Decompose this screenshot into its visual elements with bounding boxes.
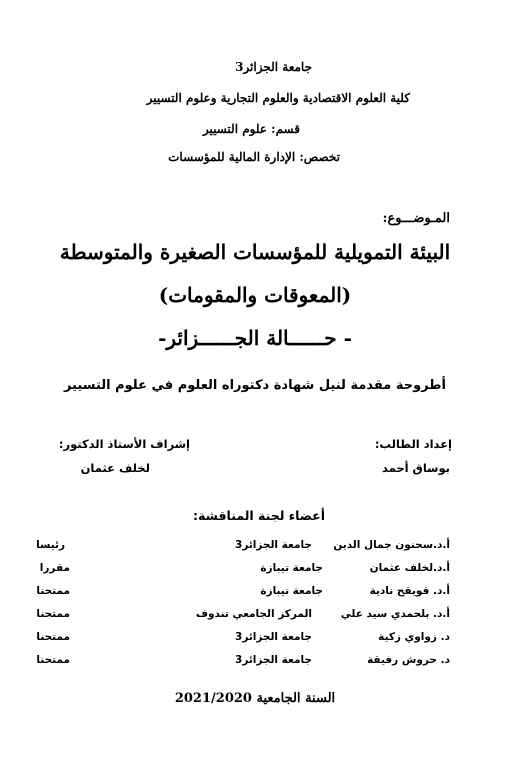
committee-member-institution: جامعة الجزائر3 [235,539,312,551]
committee-member-institution: جامعة الجزائر3 [235,631,312,643]
thesis-title-line1: البيئة التمويلية للمؤسسات الصغيرة والمتوسطة [59,240,451,264]
committee-member-name: أ.د. قويقح نادية [369,585,450,597]
committee-member-name: أ.د.لخلف عثمان [369,562,450,574]
thesis-title-line3: - حــــــالة الجــــــزائر- [158,326,352,350]
department-name: قسم: علوم التسيير [202,122,300,136]
thesis-purpose: أطروحة مقدمة لنيل شهادة دكتوراه العلوم في علوم التسيير [64,378,446,393]
supervisor-name: لخلف عثمان [80,461,150,475]
committee-member-role: ممتحنا [36,585,70,597]
committee-member-institution: جامعة تيبازة [260,585,323,597]
committee-member-name: أ.د.سحنون جمال الدين [333,539,450,551]
committee-member-role: ممتحنا [36,631,70,643]
committee-member-institution: المركز الجامعي تندوف [195,608,312,620]
committee-label: أعضاء لجنة المناقشة: [193,508,325,523]
committee-member-name: د. حروش رفيقة [367,654,450,666]
supervisor-label: إشراف الأستاذ الدكتور: [58,437,190,451]
subject-label: المـوضـــوع: [382,211,450,226]
thesis-title-line2: (المعوقات والمقومات) [158,283,352,307]
committee-member-role: ممتحنا [36,608,70,620]
faculty-name: كلية العلوم الاقتصادية والعلوم التجارية وعلوم التسيير [146,91,410,105]
committee-member-role: ممتحنا [36,654,70,666]
committee-member-institution: جامعة تيبازة [260,562,323,574]
student-name: بوساق أحمد [381,461,450,475]
committee-member-name: أ.د. بلحمدي سيد علي [340,608,450,620]
specialization-name: تخصص: الإدارة المالية للمؤسسات [168,150,340,164]
student-label: إعداد الطالب: [374,437,452,451]
committee-member-role: رئيسا [36,539,65,551]
academic-year: السنة الجامعية 2021/2020 [174,691,336,706]
committee-member-name: د. زواوي زكية [378,631,450,643]
committee-member-institution: جامعة الجزائر3 [235,654,312,666]
university-name: جامعة الجزائر3 [235,60,312,74]
committee-member-role: مقررا [39,562,70,574]
